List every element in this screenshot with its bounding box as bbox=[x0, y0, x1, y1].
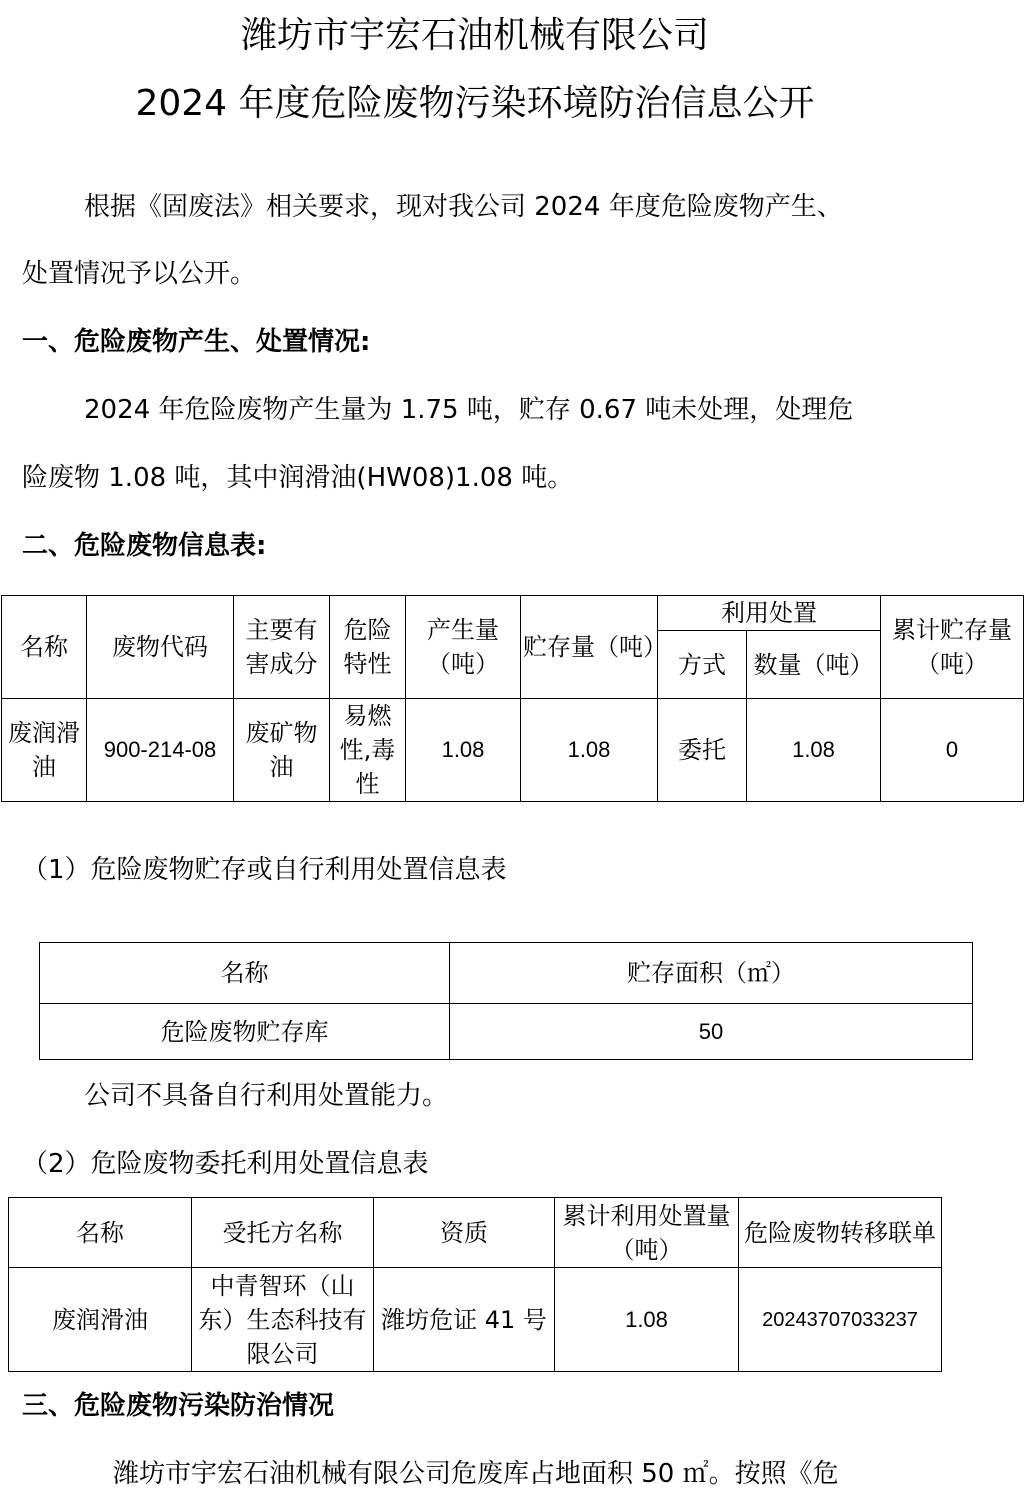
storage-header-name: 名称 bbox=[40, 943, 450, 1004]
header-hazard-property: 危险特性 bbox=[330, 596, 406, 699]
header-method: 方式 bbox=[658, 631, 747, 699]
header-disposal: 利用处置 bbox=[658, 596, 881, 631]
section-3-heading: 三、危险废物污染防治情况 bbox=[22, 1391, 335, 1421]
cell-method: 委托 bbox=[658, 699, 747, 802]
entrusted-header-party: 受托方名称 bbox=[192, 1198, 374, 1268]
entrusted-disposal-table bbox=[8, 1197, 942, 1372]
storage-table-heading: （1）危险废物贮存或自行利用处置信息表 bbox=[22, 855, 507, 885]
entrusted-header-cumulative: 累计利用处置量（吨） bbox=[555, 1198, 739, 1268]
intro-line-1: 根据《固废法》相关要求，现对我公司 2024 年度危险废物产生、 bbox=[84, 192, 843, 222]
section-1-line-1: 2024 年危险废物产生量为 1.75 吨，贮存 0.67 吨未处理，处理危 bbox=[84, 395, 854, 425]
storage-header-area: 贮存面积（㎡） bbox=[450, 943, 973, 1004]
header-cumulative-stored: 累计贮存量（吨） bbox=[881, 596, 1024, 699]
cell-stored: 1.08 bbox=[521, 699, 658, 802]
hazardous-waste-info-table bbox=[1, 595, 1024, 802]
section-2-heading: 二、危险废物信息表: bbox=[22, 531, 267, 561]
section-1-heading: 一、危险废物产生、处置情况: bbox=[22, 327, 371, 357]
cell-main-component: 废矿物油 bbox=[234, 699, 330, 802]
document-title-company: 潍坊市宇宏石油机械有限公司 bbox=[240, 15, 709, 56]
section-1-line-2: 险废物 1.08 吨，其中润滑油(HW08)1.08 吨。 bbox=[22, 463, 574, 493]
storage-cell-area: 50 bbox=[450, 1004, 973, 1060]
header-name: 名称 bbox=[2, 596, 87, 699]
header-stored: 贮存量（吨） bbox=[521, 596, 658, 699]
header-produced: 产生量（吨） bbox=[406, 596, 521, 699]
header-quantity: 数量（吨） bbox=[747, 631, 881, 699]
cell-produced: 1.08 bbox=[406, 699, 521, 802]
intro-line-2: 处置情况予以公开。 bbox=[22, 259, 257, 289]
entrusted-cell-qualification: 潍坊危证 41 号 bbox=[374, 1268, 555, 1372]
entrusted-cell-party: 中青智环（山东）生态科技有限公司 bbox=[192, 1268, 374, 1372]
storage-cell-name: 危险废物贮存库 bbox=[40, 1004, 450, 1060]
document-title-subject: 2024 年度危险废物污染环境防治信息公开 bbox=[135, 83, 815, 124]
cell-waste-code: 900-214-08 bbox=[87, 699, 234, 802]
cell-hazard-property: 易燃性,毒性 bbox=[330, 699, 406, 802]
header-main-component: 主要有害成分 bbox=[234, 596, 330, 699]
section-3-line-1: 潍坊市宇宏石油机械有限公司危废库占地面积 50 ㎡。按照《危 bbox=[113, 1459, 839, 1489]
entrusted-header-qualification: 资质 bbox=[374, 1198, 555, 1268]
entrusted-header-name: 名称 bbox=[9, 1198, 192, 1268]
cell-quantity: 1.08 bbox=[747, 699, 881, 802]
entrusted-header-manifest: 危险废物转移联单 bbox=[739, 1198, 942, 1268]
entrusted-table-heading: （2）危险废物委托利用处置信息表 bbox=[22, 1149, 429, 1179]
storage-info-table bbox=[39, 942, 973, 1060]
entrusted-cell-name: 废润滑油 bbox=[9, 1268, 192, 1372]
cell-cumulative-stored: 0 bbox=[881, 699, 1024, 802]
entrusted-cell-manifest: 20243707033237 bbox=[739, 1268, 942, 1372]
entrusted-cell-cumulative: 1.08 bbox=[555, 1268, 739, 1372]
no-self-disposal-note: 公司不具备自行利用处置能力。 bbox=[84, 1081, 449, 1111]
header-waste-code: 废物代码 bbox=[87, 596, 234, 699]
cell-name: 废润滑油 bbox=[2, 699, 87, 802]
